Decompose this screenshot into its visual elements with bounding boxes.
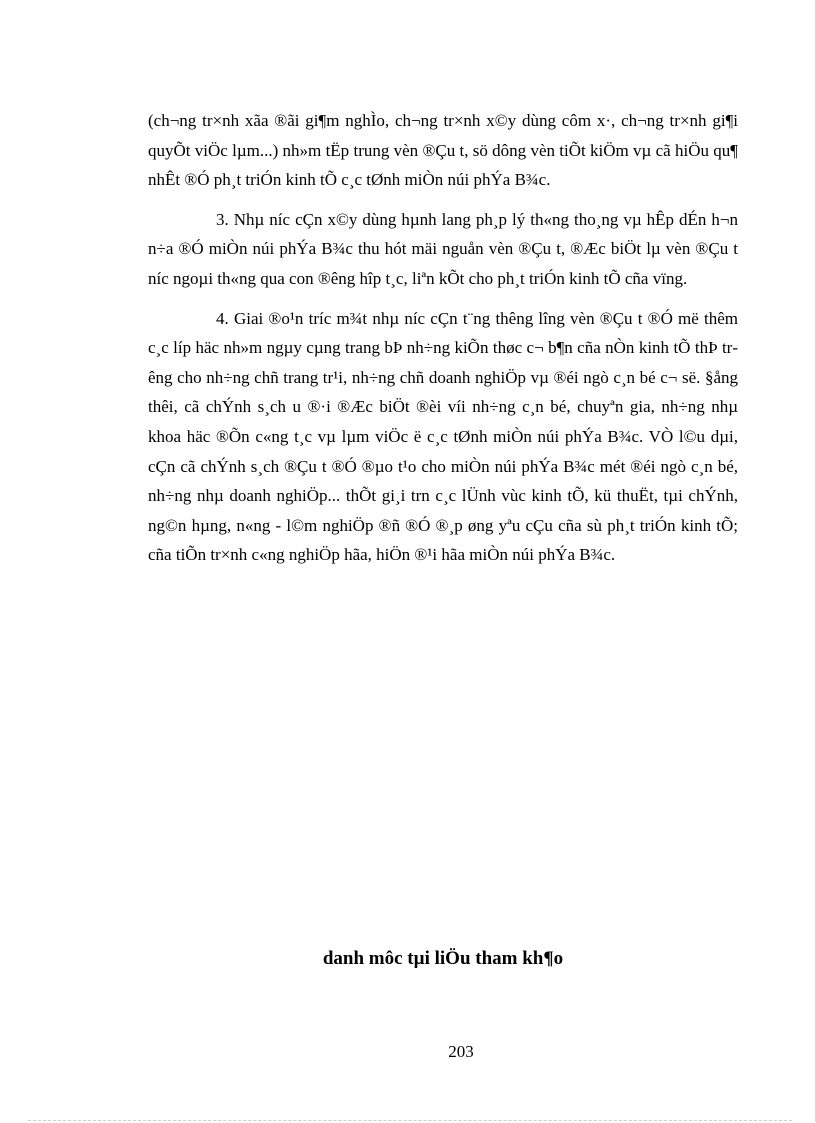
references-heading: danh môc tµi liÖu tham kh¶o	[322, 948, 564, 969]
paragraph-item-3: 3. Nhµ níc cÇn x©y dùng hµnh lang ph¸p lý th«ng tho¸ng vµ hÊp dÉn h¬n n÷a ®Ó miÒn núi phÝa B¾c thu hót mäi nguån vèn ®Çu t, ®Æc biÖt lµ vèn ®Çu t níc ngoµi th«ng qua con ®êng hîp t¸c, liªn kÕt cho ph¸t triÓn kinh tÕ cña vïng.	[148, 209, 738, 288]
paragraph-continuation: (ch¬ng tr×nh xãa ®ãi gi¶m nghÌo, ch¬ng tr×nh x©y dùng côm x·, ch¬ng tr×nh gi¶i quyÕt viÖc lµm...) nh»m tËp trung vèn ®Çu t, sö dông vèn tiÕt kiÖm vµ cã hiÖu qu¶ nhÊt ®Ó ph¸t triÓn kinh tÕ c¸c tØnh miÒn núi phÝa B¾c.	[148, 111, 738, 190]
body-text	[148, 106, 738, 580]
page-number: 203	[448, 1042, 474, 1061]
page-bottom-divider	[28, 1120, 792, 1121]
paragraph-item-4: 4. Giai ®o¹n tríc m¾t nhµ níc cÇn t¨ng thêng lîng vèn ®Çu t ®Ó më thêm c¸c líp häc nh»m ngµy cµng trang bÞ nh÷ng kiÕn thøc c¬ b¶n cña nÒn kinh tÕ thÞ trêng cho nh÷ng chñ trang tr¹i, nh÷ng chñ doanh nghiÖp vµ ®éi ngò c¸n bé c¬ së. §ång thêi, cã chÝnh s¸ch u ®·i ®Æc biÖt ®èi víi nh÷ng c¸n bé, chuyªn gia, nh÷ng nhµ khoa häc ®Õn c«ng t¸c vµ lµm viÖc ë c¸c tØnh miÒn núi phÝa B¾c. VÒ l©u dµi, cÇn cã chÝnh s¸ch ®Çu t ®Ó ®µo t¹o cho miÒn núi phÝa B¾c mét ®éi ngò c¸n bé, nh÷ng nhµ doanh nghiÖp... thÕt gi¸i trn c¸c lÜnh vùc kinh tÕ, kü thuËt, tµi chÝnh, ng©n hµng, n«ng - l©m nghiÖp ®ñ ®Ó ®¸p øng yªu cÇu cña sù ph¸t triÓn kinh tÕ; cña tiÕn tr×nh c«ng nghiÖp hãa, hiÖn ®¹i hãa miÒn núi phÝa B¾c.	[148, 308, 738, 565]
